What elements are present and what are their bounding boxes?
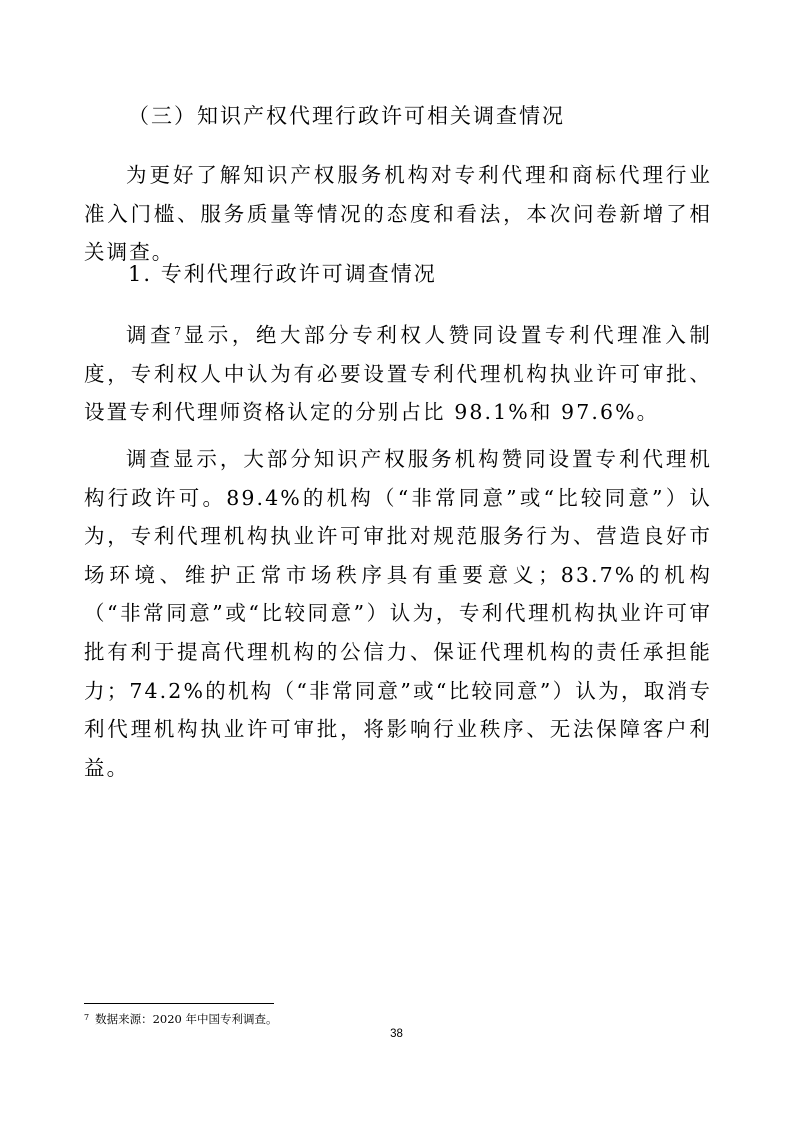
paragraph-lead: 调查 (126, 323, 175, 347)
section-heading: （三）知识产权代理行政许可相关调查情况 (128, 104, 565, 128)
footnote-number: 7 (84, 1013, 90, 1022)
subsection-heading: 1. 专利代理行政许可调查情况 (128, 262, 437, 286)
service-agency-survey-paragraph: 调查显示，大部分知识产权服务机构赞同设置专利代理机构行政许可。89.4%的机构（“非常同意”或“比较同意”）认为，专利代理机构执业许可审批对规范服务行为、营造良好市场环境、维护正常市场秩序具有重要意义；83.7%的机构（“非常同意”或“比较同意”）认为，专利代理机构执业许可审批有利于提高代理机构的公信力、保证代理机构的责任承担能力；74.2%的机构（“非常同意”或“比较同意”）认为，取消专利代理机构执业许可审批，将影响行业秩序、无法保障客户利益。 (84, 447, 712, 780)
footnote-divider (84, 1003, 274, 1004)
paragraph-body: 显示，绝大部分专利权人赞同设置专利代理准入制度，专利权人中认为有必要设置专利代理机构执业许可审批、设置专利代理师资格认定的分别占比 98.1%和 97.6%。 (84, 323, 712, 425)
patent-holder-survey-paragraph (84, 316, 712, 432)
footnote-text: 数据来源：2020 年中国专利调查。 (95, 1012, 278, 1026)
intro-paragraph: 为更好了解知识产权服务机构对专利代理和商标代理行业准入门槛、服务质量等情况的态度和看法，本次问卷新增了相关调查。 (84, 163, 712, 265)
page-number: 38 (390, 1028, 403, 1040)
footnote-reference[interactable]: 7 (174, 325, 182, 338)
